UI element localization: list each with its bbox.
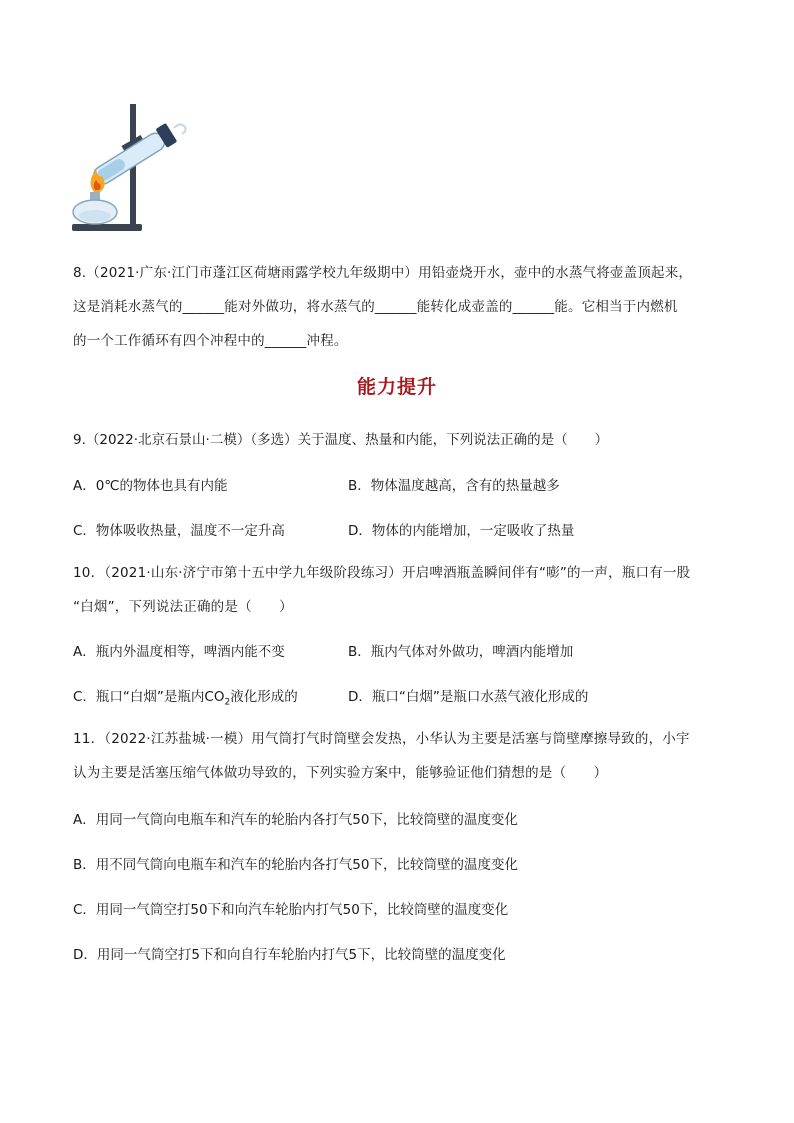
wick-holder bbox=[90, 192, 100, 200]
question-10 bbox=[73, 556, 733, 624]
q9-option-a: A．0℃的物体也具有内能 bbox=[73, 478, 228, 494]
q10-option-d: D．瓶口“白烟”是瓶口水蒸气液化形成的 bbox=[348, 689, 589, 705]
question-11 bbox=[73, 722, 733, 790]
q8-line-2: 这是消耗水蒸气的______能对外做功，将水蒸气的______能转化成壶盖的______能。它相当于内燃机 bbox=[73, 299, 678, 315]
q10-option-c-tail: 液化形成的 bbox=[230, 689, 298, 705]
question-8 bbox=[73, 256, 733, 358]
q11-line-1: 11．（2022·江苏盐城·一模）用气筒打气时筒壁会发热，小华认为主要是活塞与筒壁摩擦导致的，小宇 bbox=[73, 731, 690, 747]
q10-option-b: B．瓶内气体对外做功，啤酒内能增加 bbox=[348, 644, 574, 660]
q11-option-d: D．用同一气筒空打5下和向自行车轮胎内打气5下，比较筒壁的温度变化 bbox=[73, 947, 506, 963]
q10-line-1: 10．（2021·山东·济宁市第十五中学九年级阶段练习）开启啤酒瓶盖瞬间伴有“嘭”的一声，瓶口有一股 bbox=[73, 565, 691, 581]
q9-option-b: B．物体温度越高，含有的热量越多 bbox=[348, 478, 560, 494]
q10-option-c bbox=[73, 685, 298, 708]
q8-line-1: 8.（2021·广东·江门市蓬江区荷塘雨露学校九年级期中）用铅壶烧开水，壶中的水蒸气将壶盖顶起来， bbox=[73, 265, 693, 281]
q10-option-c-text: C．瓶口“白烟”是瓶内CO bbox=[73, 689, 225, 705]
co2-subscript: 2 bbox=[224, 697, 231, 708]
q11-line-2: 认为主要是活塞压缩气体做功导致的，下列实验方案中，能够验证他们猜想的是（ ） bbox=[73, 765, 608, 781]
q11-option-c: C．用同一气筒空打50下和向汽车轮胎内打气50下，比较筒壁的温度变化 bbox=[73, 902, 509, 918]
q9-option-c: C．物体吸收热量，温度不一定升高 bbox=[73, 523, 285, 539]
q10-line-2: “白烟”，下列说法正确的是（ ） bbox=[73, 599, 293, 615]
q11-option-a: A．用同一气筒向电瓶车和汽车的轮胎内各打气50下，比较筒壁的温度变化 bbox=[73, 812, 518, 828]
q8-line-3: 的一个工作循环有四个冲程中的______冲程。 bbox=[73, 333, 348, 349]
q10-option-a: A．瓶内外温度相等，啤酒内能不变 bbox=[73, 644, 285, 660]
section-heading: 能力提升 bbox=[356, 376, 437, 398]
q11-option-b: B．用不同气筒向电瓶车和汽车的轮胎内各打气50下，比较筒壁的温度变化 bbox=[73, 857, 518, 873]
q9-option-d: D．物体的内能增加，一定吸收了热量 bbox=[348, 523, 575, 539]
test-tube-heating-figure bbox=[70, 100, 190, 235]
q9-stem: 9.（2022·北京石景山·二模）（多选）关于温度、热量和内能，下列说法正确的是（ ） bbox=[73, 432, 609, 448]
